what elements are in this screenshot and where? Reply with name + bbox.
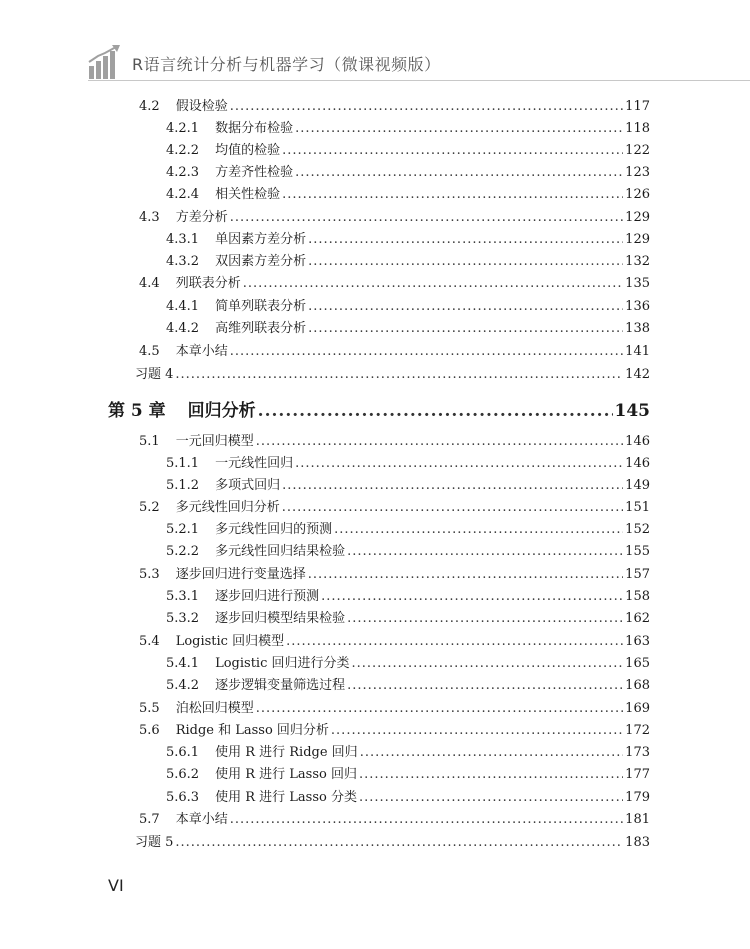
- dot-leader: [359, 789, 623, 807]
- toc-entry-number: 4.5: [139, 344, 160, 359]
- toc-entry-number: 5.4: [139, 634, 160, 649]
- dot-leader: [282, 186, 623, 204]
- toc-entry-number: 4.4.1: [166, 299, 200, 314]
- toc-entry-title: Logistic 回归模型: [175, 634, 285, 649]
- toc-entry-page: 136: [625, 299, 650, 314]
- toc-entry-page: 168: [625, 678, 650, 693]
- toc-entry[interactable]: [166, 610, 650, 628]
- toc-entry[interactable]: [166, 766, 650, 784]
- dot-leader: [175, 366, 623, 384]
- toc-entry-title: 多项式回归: [215, 478, 281, 493]
- toc-entry[interactable]: [166, 543, 650, 561]
- toc-entry-number: 5.3.2: [166, 611, 200, 626]
- book-title: R语言统计分析与机器学习（微课视频版）: [132, 55, 441, 74]
- toc-entry-number: 4.2.3: [166, 165, 200, 180]
- toc-entry-page: 173: [625, 745, 650, 760]
- toc-entry[interactable]: [166, 231, 650, 249]
- toc-entry[interactable]: [166, 298, 650, 316]
- toc-entry-number: 4.4.2: [166, 321, 200, 336]
- toc-entry-title: Ridge 和 Lasso 回归分析: [175, 723, 329, 738]
- toc-entry-page: 152: [625, 522, 650, 537]
- toc-chapter-entry[interactable]: [108, 399, 650, 423]
- dot-leader: [230, 209, 623, 227]
- dot-leader: [295, 164, 623, 182]
- toc-entry-page: 118: [625, 121, 650, 136]
- toc-entry-number: 5.2.1: [166, 522, 200, 537]
- dot-leader: [334, 521, 623, 539]
- dot-leader: [347, 677, 623, 695]
- toc-entry-title: 双因素方差分析: [215, 254, 307, 269]
- toc-entry-page: 162: [625, 611, 650, 626]
- toc-entry-title: 习题 5: [135, 835, 174, 850]
- toc-entry-title: 假设检验: [175, 99, 228, 114]
- dot-leader: [359, 766, 623, 784]
- toc-entry[interactable]: [139, 700, 650, 718]
- toc-entry-number: 5.1: [139, 434, 160, 449]
- toc-entry-page: 172: [625, 723, 650, 738]
- dot-leader: [230, 98, 623, 116]
- dot-leader: [286, 633, 623, 651]
- dot-leader: [351, 655, 623, 673]
- toc-entry-page: 141: [625, 344, 650, 359]
- toc-entry[interactable]: [166, 186, 650, 204]
- toc-entry-title: 多元线性回归的预测: [215, 522, 333, 537]
- dot-leader: [347, 610, 623, 628]
- toc-entry-page: 181: [625, 812, 650, 827]
- toc-entry-number: 4.3.1: [166, 232, 200, 247]
- dot-leader: [308, 320, 623, 338]
- dot-leader: [256, 700, 623, 718]
- toc-entry-title: Logistic 回归进行分类: [215, 656, 350, 671]
- toc-entry-page: 135: [625, 276, 650, 291]
- toc-entry-title: 使用 R 进行 Ridge 回归: [215, 745, 358, 760]
- dot-leader: [230, 811, 623, 829]
- toc-entry-title: 多元线性回归结果检验: [215, 544, 346, 559]
- dot-leader: [282, 499, 623, 517]
- toc-entry-page: 129: [625, 232, 650, 247]
- dot-leader: [258, 399, 613, 423]
- dot-leader: [331, 722, 623, 740]
- toc-entry-page: 132: [625, 254, 650, 269]
- toc-entry-page: 126: [625, 187, 650, 202]
- toc-entry[interactable]: [139, 209, 650, 227]
- toc-entry-number: 5.5: [139, 701, 160, 716]
- toc-entry-title: 使用 R 进行 Lasso 分类: [215, 790, 357, 805]
- toc-entry-title: 相关性检验: [215, 187, 281, 202]
- toc-entry-page: 179: [625, 790, 650, 805]
- toc-entry-title: 使用 R 进行 Lasso 回归: [215, 767, 357, 782]
- toc-entry-title: 逐步回归进行预测: [215, 589, 320, 604]
- toc-entry-number: 第 5 章: [108, 401, 166, 421]
- bar-chart-growth-icon: [88, 44, 122, 80]
- toc-entry-page: 146: [625, 456, 650, 471]
- dot-leader: [360, 744, 623, 762]
- toc-entry[interactable]: [139, 722, 650, 740]
- toc-entry[interactable]: [166, 477, 650, 495]
- toc-entry[interactable]: [166, 789, 650, 807]
- dot-leader: [321, 588, 623, 606]
- toc-entry-title: 一元回归模型: [175, 434, 254, 449]
- toc-entry-number: 5.1.2: [166, 478, 200, 493]
- toc-entry-number: 4.2.2: [166, 143, 200, 158]
- toc-entry-page: 142: [625, 367, 650, 382]
- toc-entry-page: 155: [625, 544, 650, 559]
- toc-entry-title: 逐步回归进行变量选择: [175, 567, 306, 582]
- toc-entry[interactable]: [166, 142, 650, 160]
- toc-entry-title: 习题 4: [135, 367, 174, 382]
- toc-entry-number: 5.6: [139, 723, 160, 738]
- toc-entry[interactable]: [166, 120, 650, 138]
- toc-entry-title: 多元线性回归分析: [175, 500, 280, 515]
- toc-entry-number: 5.4.2: [166, 678, 200, 693]
- toc-entry[interactable]: [166, 588, 650, 606]
- toc-entry-page: 123: [625, 165, 650, 180]
- toc-entry[interactable]: [139, 343, 650, 361]
- toc-entry-page: 117: [625, 99, 650, 114]
- toc-entry[interactable]: [166, 164, 650, 182]
- dot-leader: [256, 433, 623, 451]
- toc-entry-title: 简单列联表分析: [215, 299, 307, 314]
- toc-entry-page: 183: [625, 835, 650, 850]
- toc-entry[interactable]: [166, 655, 650, 673]
- toc-entry[interactable]: [139, 275, 650, 293]
- toc-entry[interactable]: [166, 320, 650, 338]
- toc-entry-number: 5.3.1: [166, 589, 200, 604]
- toc-entry[interactable]: [166, 677, 650, 695]
- toc-entry-page: 145: [614, 401, 650, 421]
- toc-entry-title: 本章小结: [175, 812, 228, 827]
- toc-entry[interactable]: [166, 521, 650, 539]
- dot-leader: [308, 566, 623, 584]
- toc-entry-number: 5.2: [139, 500, 160, 515]
- toc-entry-number: 4.2.4: [166, 187, 200, 202]
- toc-entry-page: 158: [625, 589, 650, 604]
- toc-entry-number: 4.3.2: [166, 254, 200, 269]
- toc-entry-title: 本章小结: [175, 344, 228, 359]
- toc-entry-number: 5.3: [139, 567, 160, 582]
- dot-leader: [308, 231, 623, 249]
- toc-entry[interactable]: [166, 455, 650, 473]
- dot-leader: [175, 834, 623, 852]
- toc-entry[interactable]: [135, 834, 650, 852]
- toc-entry[interactable]: [139, 811, 650, 829]
- toc-entry-page: 149: [625, 478, 650, 493]
- toc-entry-number: 5.4.1: [166, 656, 200, 671]
- toc-entry[interactable]: [166, 253, 650, 271]
- dot-leader: [282, 142, 623, 160]
- toc-entry[interactable]: [139, 433, 650, 451]
- toc-entry[interactable]: [166, 744, 650, 762]
- toc-entry-page: 138: [625, 321, 650, 336]
- toc-entry-page: 146: [625, 434, 650, 449]
- toc-entry-number: 4.2: [139, 99, 160, 114]
- toc-entry[interactable]: [139, 98, 650, 116]
- toc-entry-number: 4.4: [139, 276, 160, 291]
- dot-leader: [282, 477, 623, 495]
- dot-leader: [230, 343, 623, 361]
- toc-entry-page: 151: [625, 500, 650, 515]
- toc-entry-number: 5.7: [139, 812, 160, 827]
- toc-entry-title: 单因素方差分析: [215, 232, 307, 247]
- dot-leader: [308, 298, 623, 316]
- running-header: [0, 0, 750, 84]
- toc-entry-number: 4.3: [139, 210, 160, 225]
- toc-entry-title: 列联表分析: [175, 276, 241, 291]
- toc-entry-number: 5.2.2: [166, 544, 200, 559]
- toc-entry-title: 高维列联表分析: [215, 321, 307, 336]
- toc-entry-number: 5.6.2: [166, 767, 200, 782]
- toc-entry-page: 169: [625, 701, 650, 716]
- dot-leader: [308, 253, 623, 271]
- toc-entry-title: 方差分析: [175, 210, 228, 225]
- dot-leader: [295, 120, 623, 138]
- toc-entry-number: 5.6.3: [166, 790, 200, 805]
- toc-entry[interactable]: [139, 566, 650, 584]
- toc-entry-page: 163: [625, 634, 650, 649]
- toc-entry-title: 方差齐性检验: [215, 165, 294, 180]
- toc-entry-title: 逐步逻辑变量筛选过程: [215, 678, 346, 693]
- toc-entry-title: 回归分析: [187, 401, 256, 421]
- dot-leader: [347, 543, 623, 561]
- toc-entry[interactable]: [135, 366, 650, 384]
- toc-entry[interactable]: [139, 633, 650, 651]
- toc-entry[interactable]: [139, 499, 650, 517]
- dot-leader: [243, 275, 623, 293]
- toc-entry-title: 数据分布检验: [215, 121, 294, 136]
- toc-entry-page: 157: [625, 567, 650, 582]
- toc-entry-number: 4.2.1: [166, 121, 200, 136]
- toc-entry-title: 泊松回归模型: [175, 701, 254, 716]
- dot-leader: [295, 455, 623, 473]
- toc-entry-page: 129: [625, 210, 650, 225]
- toc-entry-number: 5.1.1: [166, 456, 200, 471]
- toc-entry-page: 122: [625, 143, 650, 158]
- toc-entry-title: 逐步回归模型结果检验: [215, 611, 346, 626]
- page-number: VI: [108, 876, 124, 895]
- toc-entry-page: 165: [625, 656, 650, 671]
- header-divider: [88, 80, 750, 81]
- toc-entry-title: 均值的检验: [215, 143, 281, 158]
- toc-entry-number: 5.6.1: [166, 745, 200, 760]
- toc-entry-title: 一元线性回归: [215, 456, 294, 471]
- toc-entry-page: 177: [625, 767, 650, 782]
